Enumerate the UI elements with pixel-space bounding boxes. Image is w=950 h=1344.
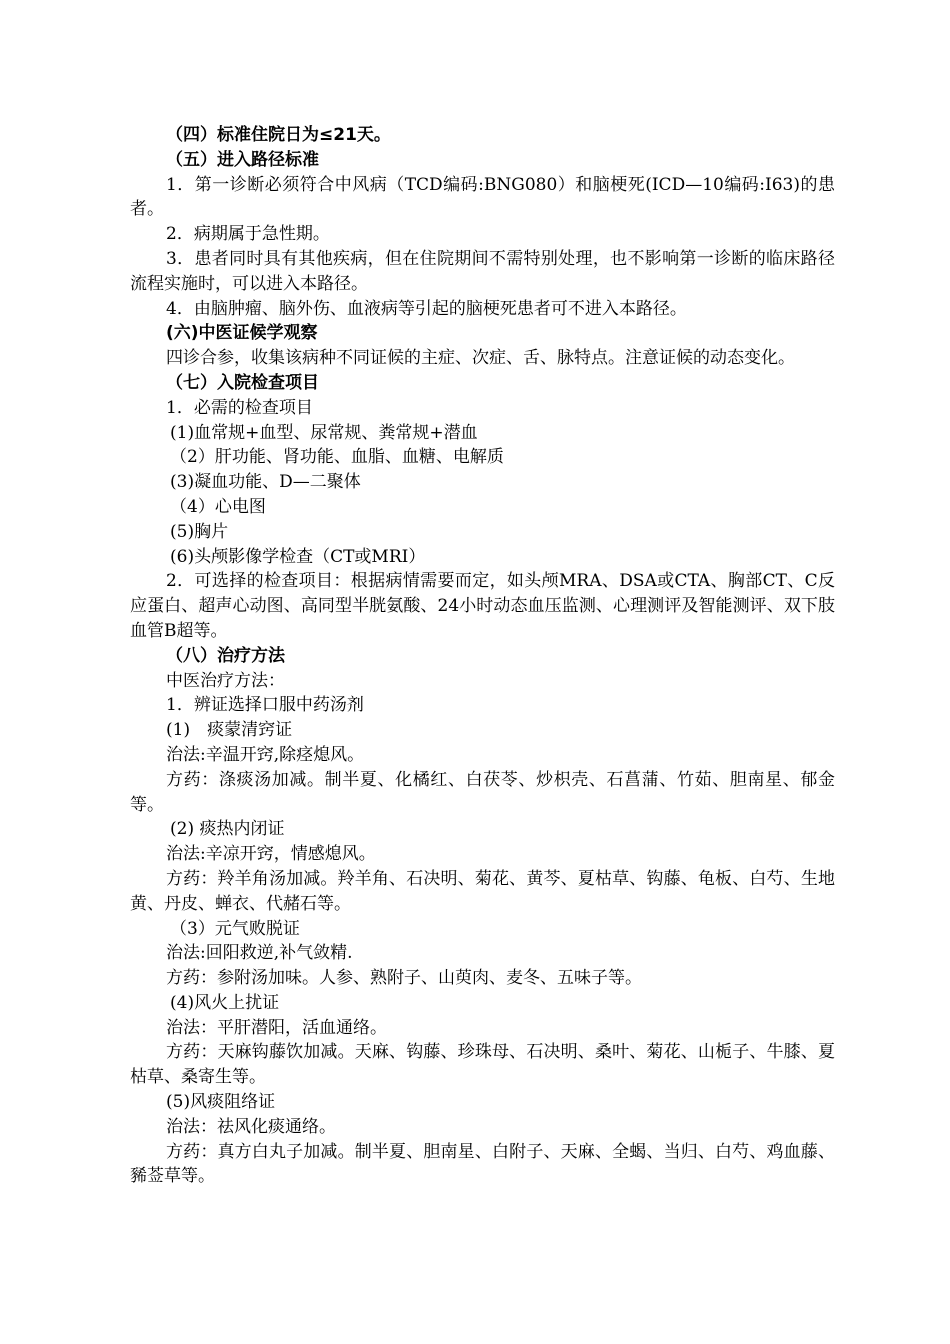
syndrome-5-title: (5)风痰阻络证 (166, 1092, 276, 1113)
document-page (130, 123, 835, 1189)
syndrome-1-prescription: 方药：涤痰汤加减。制半夏、化橘红、白茯苓、炒枳壳、石菖蒲、竹茹、胆南星、郁金等。 (130, 769, 835, 815)
list-item-exam-5: (5)胸片 (170, 521, 229, 542)
syndrome-2-method: 治法:辛凉开窍，情感熄风。 (166, 844, 376, 865)
syndrome-3-title: （3）元气败脱证 (170, 918, 300, 939)
syndrome-5-prescription: 方药：真方白丸子加减。制半夏、胆南星、白附子、天麻、全蝎、当归、白芍、鸡血藤、豨莶草等。 (130, 1141, 835, 1187)
syndrome-1-method: 治法:辛温开窍,除痉熄风。 (166, 744, 365, 765)
syndrome-4-title: (4)风火上扰证 (170, 992, 280, 1013)
syndrome-1-title: (1) 痰蒙清窍证 (166, 720, 293, 741)
section-heading-5: （五）进入路径标准 (166, 149, 319, 170)
list-item-exam-1: (1)血常规+血型、尿常规、粪常规+潜血 (170, 422, 478, 443)
syndrome-4-prescription: 方药：天麻钩藤饮加减。天麻、钩藤、珍珠母、石决明、桑叶、菊花、山栀子、牛膝、夏枯草、桑寄生等。 (130, 1042, 835, 1088)
list-item-exam-6: (6)头颅影像学检查（CT或MRI） (170, 546, 426, 567)
syndrome-2-prescription: 方药：羚羊角汤加减。羚羊角、石决明、菊花、黄芩、夏枯草、钩藤、龟板、白芍、生地黄、丹皮、蝉衣、代赭石等。 (130, 868, 835, 914)
list-item-exam-3: (3)凝血功能、D—二聚体 (170, 472, 361, 493)
syndrome-2-title: (2) 痰热内闭证 (170, 819, 285, 840)
paragraph-criterion-3: 3．患者同时具有其他疾病，但在住院期间不需特别处理，也不影响第一诊断的临床路径流程实施时，可以进入本路径。 (130, 248, 835, 294)
section-heading-8: （八）治疗方法 (166, 645, 285, 666)
section-heading-4: （四）标准住院日为≤21天。 (166, 125, 391, 145)
paragraph-syndrome-observation: 四诊合参，收集该病种不同证候的主症、次症、舌、脉特点。注意证候的动态变化。 (166, 348, 795, 369)
syndrome-3-method: 治法:回阳救逆,补气敛精. (166, 943, 353, 964)
syndrome-3-prescription: 方药：参附汤加味。人参、熟附子、山萸肉、麦冬、五味子等。 (166, 968, 642, 989)
section-heading-6: (六)中医证候学观察 (166, 323, 318, 344)
subheading-decoction: 1．辨证选择口服中药汤剂 (166, 695, 364, 716)
paragraph-optional-exams: 2．可选择的检查项目：根据病情需要而定，如头颅MRA、DSA或CTA、胸部CT、C反应蛋白、超声心动图、高同型半胱氨酸、24小时动态血压监测、心理测评及智能测评、双下肢血管B超等。 (130, 571, 835, 641)
paragraph-criterion-2: 2．病期属于急性期。 (166, 224, 330, 245)
syndrome-4-method: 治法：平肝潜阳，活血通络。 (166, 1017, 387, 1038)
syndrome-5-method: 治法：祛风化痰通络。 (166, 1116, 336, 1137)
paragraph-criterion-1: 1．第一诊断必须符合中风病（TCD编码:BNG080）和脑梗死(ICD—10编码:I63)的患者。 (130, 174, 835, 220)
list-item-exam-2: （2）肝功能、肾功能、血脂、血糖、电解质 (170, 447, 504, 468)
subheading-tcm-treatment: 中医治疗方法： (166, 670, 285, 691)
paragraph-criterion-4: 4．由脑肿瘤、脑外伤、血液病等引起的脑梗死患者可不进入本路径。 (166, 298, 687, 319)
list-title-required-exams: 1．必需的检查项目 (166, 397, 313, 418)
list-item-exam-4: （4）心电图 (170, 496, 266, 517)
section-heading-7: （七）入院检查项目 (166, 372, 319, 393)
